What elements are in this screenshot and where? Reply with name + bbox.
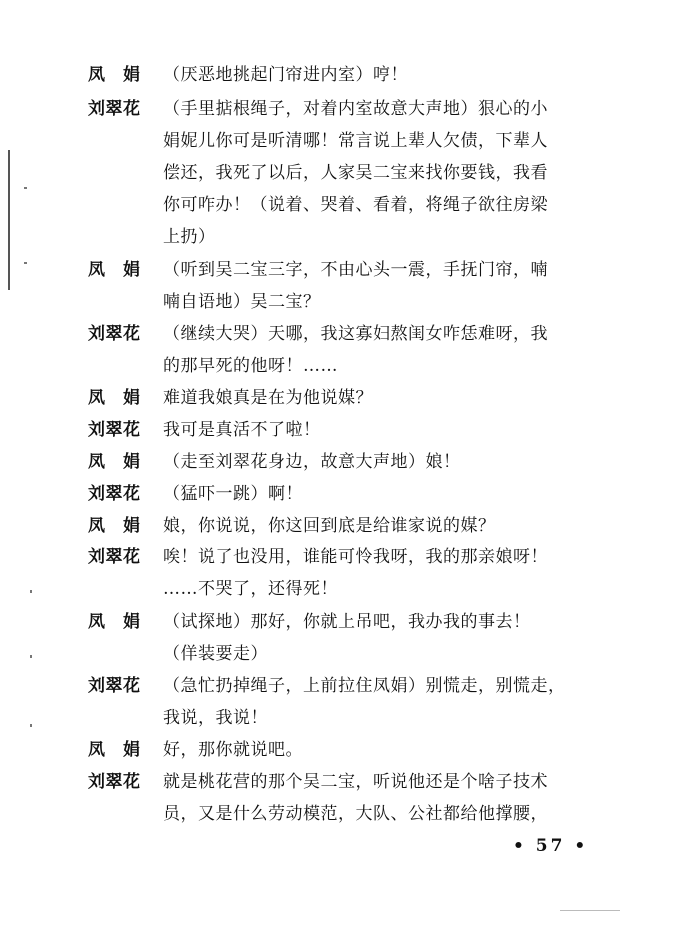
scan-speck bbox=[30, 590, 32, 593]
page-number: • 57 • bbox=[513, 836, 589, 856]
scan-margin-mark bbox=[8, 150, 10, 290]
speaker-label: 凤 娟 bbox=[88, 516, 141, 536]
speaker-label: 凤 娟 bbox=[88, 452, 141, 472]
dialogue-line: （厌恶地挑起门帘进内室）哼！ bbox=[163, 65, 408, 85]
dialogue-line: （急忙扔掉绳子，上前拉住凤娟）别慌走，别慌走， bbox=[163, 676, 566, 696]
dialogue-line: 喃自语地）吴二宝？ bbox=[163, 292, 321, 312]
dialogue-line: 的那早死的他呀！…… bbox=[163, 356, 338, 376]
dialogue-line: 员，又是什么劳动模范，大队、公社都给他撑腰， bbox=[163, 804, 548, 824]
dialogue-line: ……不哭了，还得死！ bbox=[163, 579, 338, 599]
speaker-label: 凤 娟 bbox=[88, 612, 141, 632]
speaker-label: 刘翠花 bbox=[88, 484, 141, 504]
speaker-label: 刘翠花 bbox=[88, 324, 141, 344]
dialogue-line: （猛吓一跳）啊！ bbox=[163, 484, 303, 504]
dialogue-line: 难道我娘真是在为他说媒？ bbox=[163, 388, 373, 408]
speaker-label: 刘翠花 bbox=[88, 420, 141, 440]
dialogue-line: （继续大哭）天哪，我这寡妇熬闺女咋恁难呀，我 bbox=[163, 324, 548, 344]
scan-speck bbox=[30, 655, 32, 658]
dialogue-line: （试探地）那好，你就上吊吧，我办我的事去！ bbox=[163, 612, 531, 632]
dialogue-line: （佯装要走） bbox=[163, 644, 268, 664]
dialogue-line: （听到吴二宝三字，不由心头一震，手抚门帘，喃 bbox=[163, 260, 548, 280]
scan-speck bbox=[30, 724, 32, 727]
speaker-label: 刘翠花 bbox=[88, 547, 141, 567]
dialogue-line: 好，那你就说吧。 bbox=[163, 740, 303, 760]
scan-speck bbox=[24, 187, 27, 189]
dialogue-line: （走至刘翠花身边，故意大声地）娘！ bbox=[163, 452, 461, 472]
dialogue-line: 我说，我说！ bbox=[163, 708, 268, 728]
speaker-label: 刘翠花 bbox=[88, 99, 141, 119]
dialogue-line: 娘，你说说，你这回到底是给谁家说的媒？ bbox=[163, 516, 496, 536]
speaker-label: 凤 娟 bbox=[88, 388, 141, 408]
dialogue-line: 娟妮儿你可是听清哪！常言说上辈人欠债，下辈人 bbox=[163, 131, 548, 151]
speaker-label: 刘翠花 bbox=[88, 676, 141, 696]
speaker-label: 凤 娟 bbox=[88, 65, 141, 85]
speaker-label: 凤 娟 bbox=[88, 260, 141, 280]
dialogue-line: 上扔） bbox=[163, 227, 216, 247]
dialogue-line: 你可咋办！（说着、哭着、看着，将绳子欲往房梁 bbox=[163, 195, 548, 215]
dialogue-line: 唉！说了也没用，谁能可怜我呀，我的那亲娘呀！ bbox=[163, 547, 548, 567]
dialogue-line: 我可是真活不了啦！ bbox=[163, 420, 321, 440]
dialogue-line: 偿还，我死了以后，人家吴二宝来找你要钱，我看 bbox=[163, 163, 548, 183]
dialogue-line: 就是桃花营的那个吴二宝，听说他还是个啥子技术 bbox=[163, 772, 548, 792]
speaker-label: 刘翠花 bbox=[88, 772, 141, 792]
scan-speck bbox=[24, 262, 27, 264]
scan-speck bbox=[560, 910, 620, 911]
speaker-label: 凤 娟 bbox=[88, 740, 141, 760]
dialogue-line: （手里掂根绳子，对着内室故意大声地）狠心的小 bbox=[163, 99, 548, 119]
